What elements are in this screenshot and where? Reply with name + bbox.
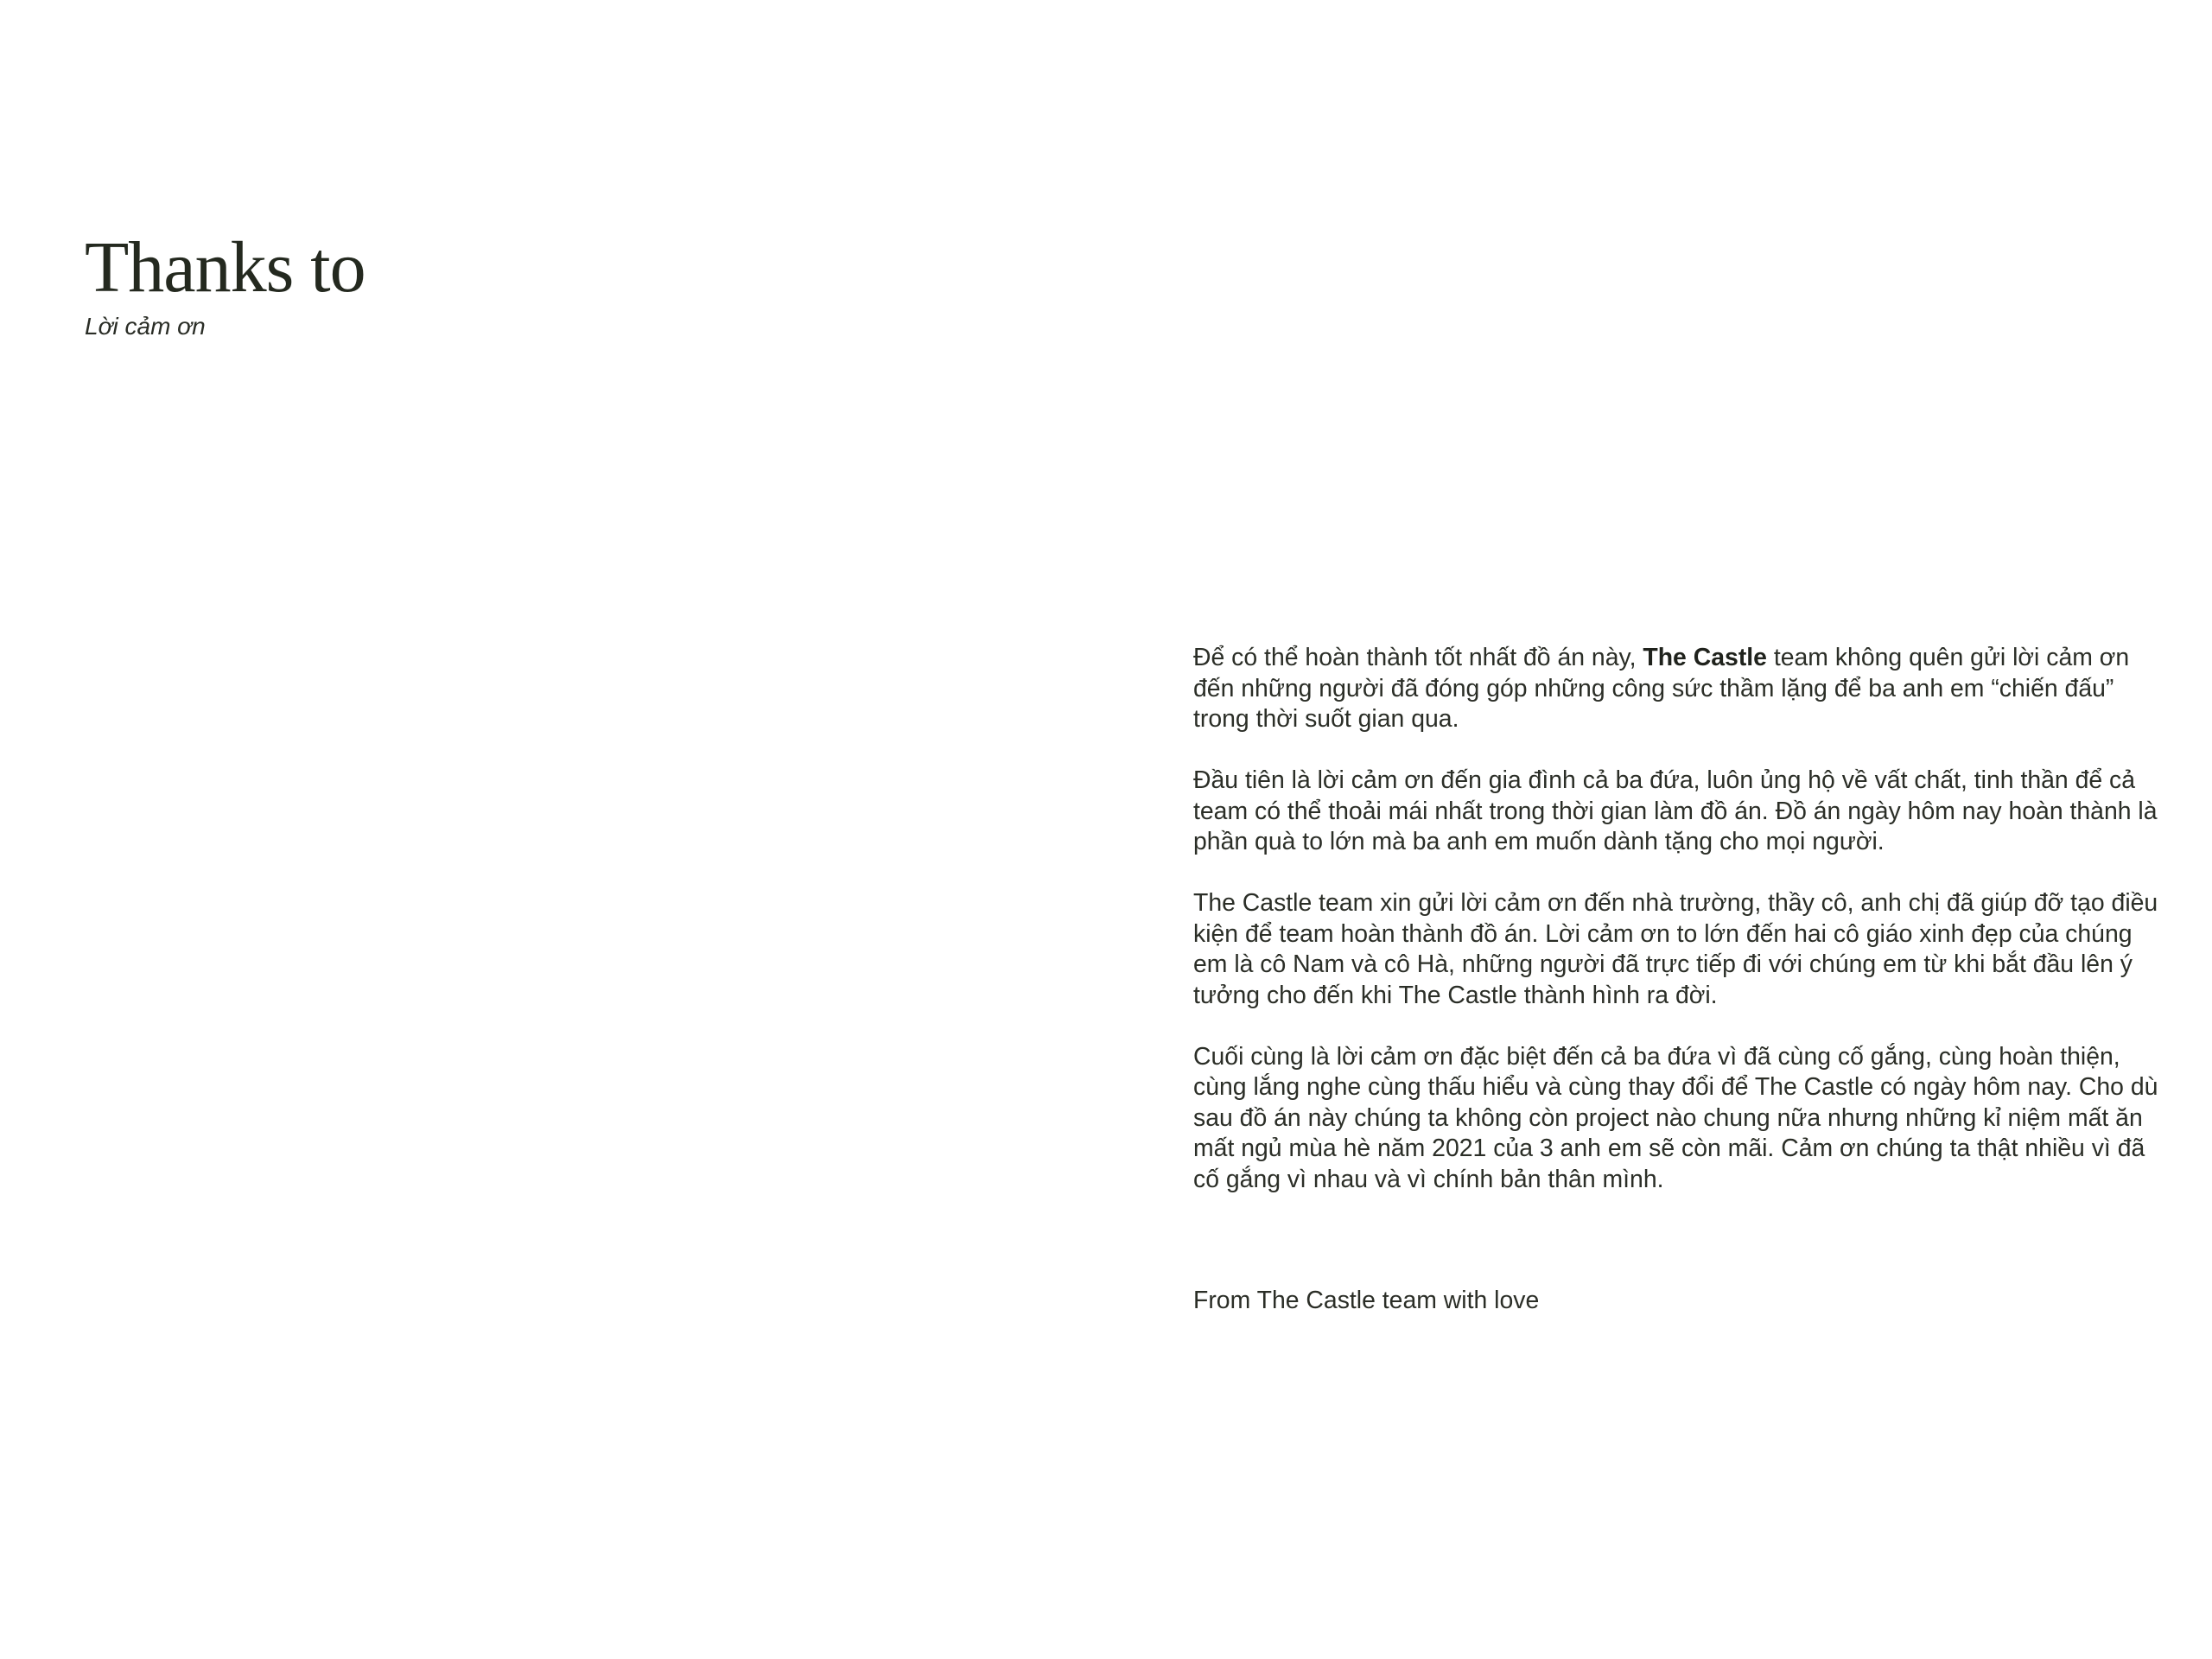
page-header xyxy=(85,227,365,340)
paragraph-intro-end: team không quên gửi lời cảm ơn đến những người đã đóng góp những công sức thầm lặng để ba anh em “chiến đấu” trong thời suốt gian qua. xyxy=(1193,644,2130,733)
paragraph-school: The Castle team xin gửi lời cảm ơn đến nhà trường, thầy cô, anh chị đã giúp đỡ tạo điều kiện để team hoàn thành đồ án. Lời cảm ơn to lớn đến hai cô giáo xinh đẹp của chúng em là cô Nam và cô Hà, những người đã trực tiếp đi với chúng em từ khi bắt đầu lên ý tưởng cho đến khi The Castle thành hình ra đời. xyxy=(1193,889,2158,1009)
thanks-body xyxy=(1193,643,2161,1226)
paragraph-family: Đầu tiên là lời cảm ơn đến gia đình cả ba đứa, luôn ủng hộ về vất chất, tinh thần để cả team có thể thoải mái nhất trong thời gian làm đồ án. Đồ án ngày hôm nay hoàn thành là phần quà to lớn mà ba anh em muốn dành tặng cho mọi người. xyxy=(1193,766,2158,855)
signoff: From The Castle team with love xyxy=(1193,1287,1540,1314)
paragraph-intro-start: Để có thể hoàn thành tốt nhất đồ án này, xyxy=(1193,644,1643,671)
team-name-bold: The Castle xyxy=(1643,644,1767,671)
page-title: Thanks to xyxy=(85,227,365,308)
page-subtitle: Lời cảm ơn xyxy=(85,313,206,340)
paragraph-intro xyxy=(1193,643,2161,735)
paragraph-team: Cuối cùng là lời cảm ơn đặc biệt đến cả ba đứa vì đã cùng cố gắng, cùng hoàn thiện, cùng lắng nghe cùng thấu hiểu và cùng thay đổi để The Castle có ngày hôm nay. Cho dù sau đồ án này chúng ta không còn project nào chung nữa nhưng những kỉ niệm mất ăn mất ngủ mùa hè năm 2021 của 3 anh em sẽ còn mãi. Cảm ơn chúng ta thật nhiều vì đã cố gắng vì nhau và vì chính bản thân mình. xyxy=(1193,1042,2158,1193)
